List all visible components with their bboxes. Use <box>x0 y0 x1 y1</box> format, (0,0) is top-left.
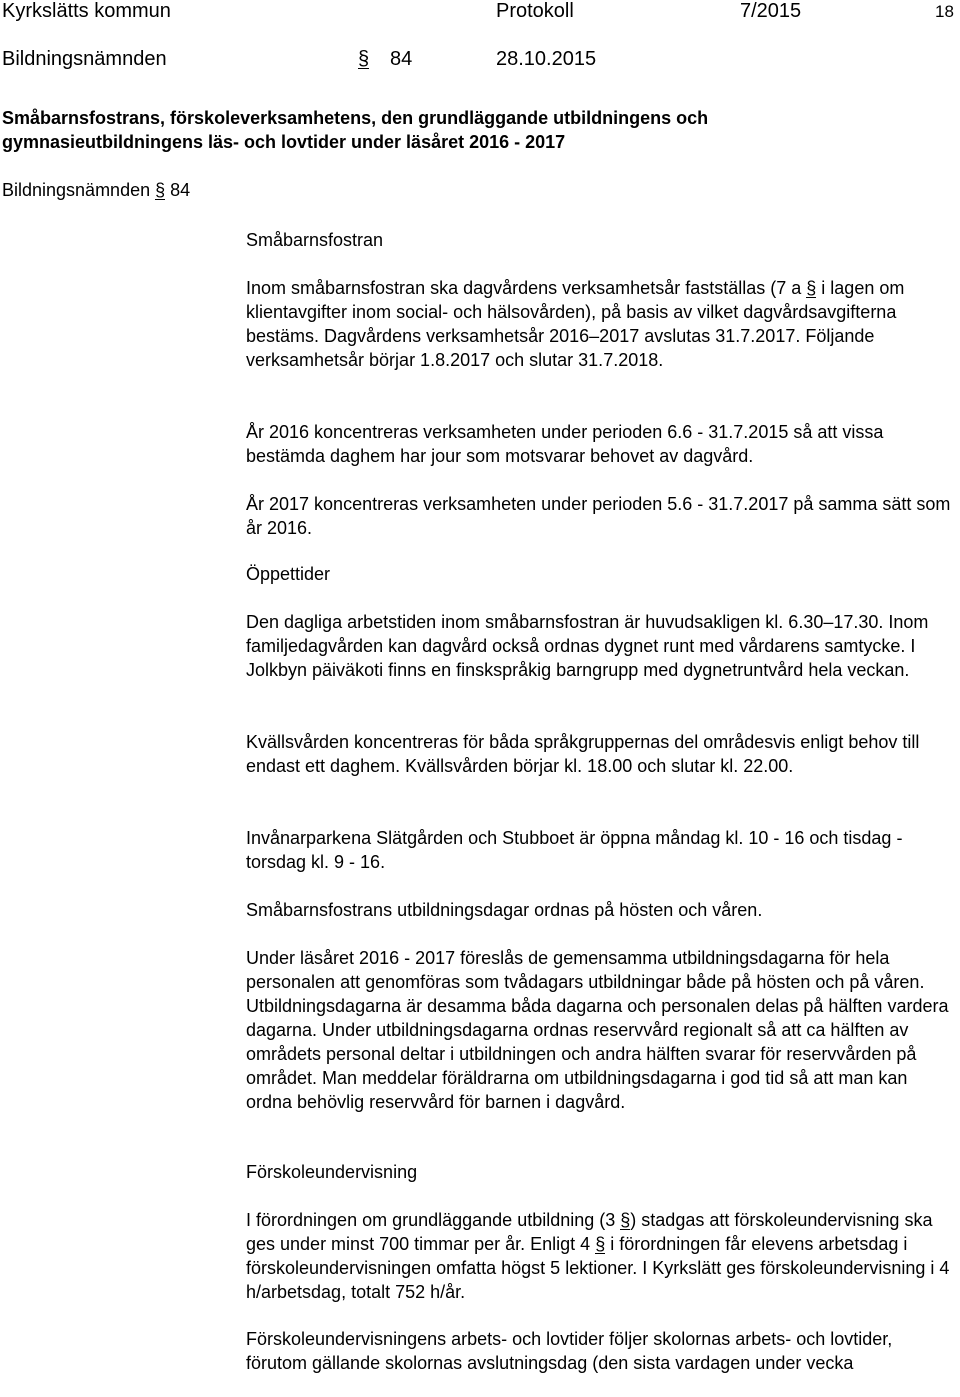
paragraph-2017: År 2017 koncentreras verksamheten under perioden 5.6 - 31.7.2017 på samma sätt som år 2016. <box>246 494 951 538</box>
document-type: Protokoll <box>496 0 574 22</box>
page-title-line-1: Småbarnsfostrans, förskoleverksamhetens, den grundläggande utbildningens och <box>2 108 709 128</box>
paragraph-verksamhetsar: Inom småbarnsfostran ska dagvårdens verksamhetsår fastställas (7 a § i lagen om klientavgifter inom social- och hälsovården), på basis av vilket dagvårdsavgifterna bestäms. Dagvårdens verksamhetsår 2016–2017 avslutas 31.7.2017. Följande verksamhetsår börjar 1.8.2017 och slutar 31.7.2018. <box>246 278 905 370</box>
page-number: 18 <box>935 2 954 21</box>
heading-smabarnsfostran: Småbarnsfostran <box>246 230 384 250</box>
document-number: 7/2015 <box>740 0 802 22</box>
meeting-date: 28.10.2015 <box>496 48 597 70</box>
paragraph-arbetstid: Den dagliga arbetstiden inom småbarnsfostran är huvudsakligen kl. 6.30–17.30. Inom familjedagvården kan dagvård också ordnas dygnet runt med vårdarens samtycke. I Jolkbyn päiväkoti finns en finskspråkig barngrupp med dygnetruntvård hela veckan. <box>246 612 929 680</box>
paragraph-kvallsvard: Kvällsvården koncentreras för båda språkgruppernas del områdesvis enligt behov till endast ett daghem. Kvällsvården börjar kl. 18.00 och slutar kl. 22.00. <box>246 732 920 776</box>
board-reference: Bildningsnämnden § 84 <box>2 180 191 200</box>
paragraph-invanarparker: Invånarparkena Slätgården och Stubboet är öppna måndag kl. 10 - 16 och tisdag - torsdag kl. 9 - 16. <box>246 828 903 872</box>
paragraph-utbildningsdagar: Småbarnsfostrans utbildningsdagar ordnas på hösten och våren. <box>246 900 763 920</box>
heading-oppettider: Öppettider <box>246 564 331 584</box>
paragraph-forordning: I förordningen om grundläggande utbildning (3 §) stadgas att förskoleundervisning ska ges under minst 700 timmar per år. Enligt 4 § i förordningen får elevens arbetsdag i förskoleundervisningen omfatta högst 5 lektioner. I Kyrkslätt ges förskoleundervisning i 4 h/arbetsdag, totalt 752 h/år. <box>246 1210 950 1302</box>
paragraph-line: Förskoleundervisningens arbets- och lovtider följer skolornas arbets- och lovtider, <box>246 1329 893 1349</box>
heading-forskoleundervisning: Förskoleundervisning <box>246 1162 418 1182</box>
section-sign: § <box>358 48 370 70</box>
municipality-name: Kyrkslätts kommun <box>2 0 171 22</box>
paragraph-2016: År 2016 koncentreras verksamheten under perioden 6.6 - 31.7.2015 så att vissa bestämda daghem har jour som motsvarar behovet av dagvård. <box>246 422 884 466</box>
paragraph-line: förutom gällande skolornas avslutningsdag (den sista vardagen under vecka <box>246 1353 854 1373</box>
page-title-line-2: gymnasieutbildningens läs- och lovtider under läsåret 2016 - 2017 <box>2 132 566 152</box>
board-name: Bildningsnämnden <box>2 48 167 70</box>
paragraph-arbets-lovtider <box>246 1327 958 1375</box>
section-number: 84 <box>390 48 413 70</box>
paragraph-gemensamma-utbildningsdagar: Under läsåret 2016 - 2017 föreslås de gemensamma utbildningsdagarna för hela personalen att genomföras som tvådagars utbildningar både på hösten och på våren. Utbildningsdagarna är desamma båda dagarna och personalen delas på hälften vardera dagarna. Under utbildningsdagarna ordnas reservvård regionalt så att ca hälften av områdets personal deltar i utbildningen och andra hälften svarar för reservvården på området. Man meddelar föräldrarna om utbildningsdagarna i god tid så att man kan ordna behövlig reservvård för barnen i dagvård. <box>246 948 949 1112</box>
